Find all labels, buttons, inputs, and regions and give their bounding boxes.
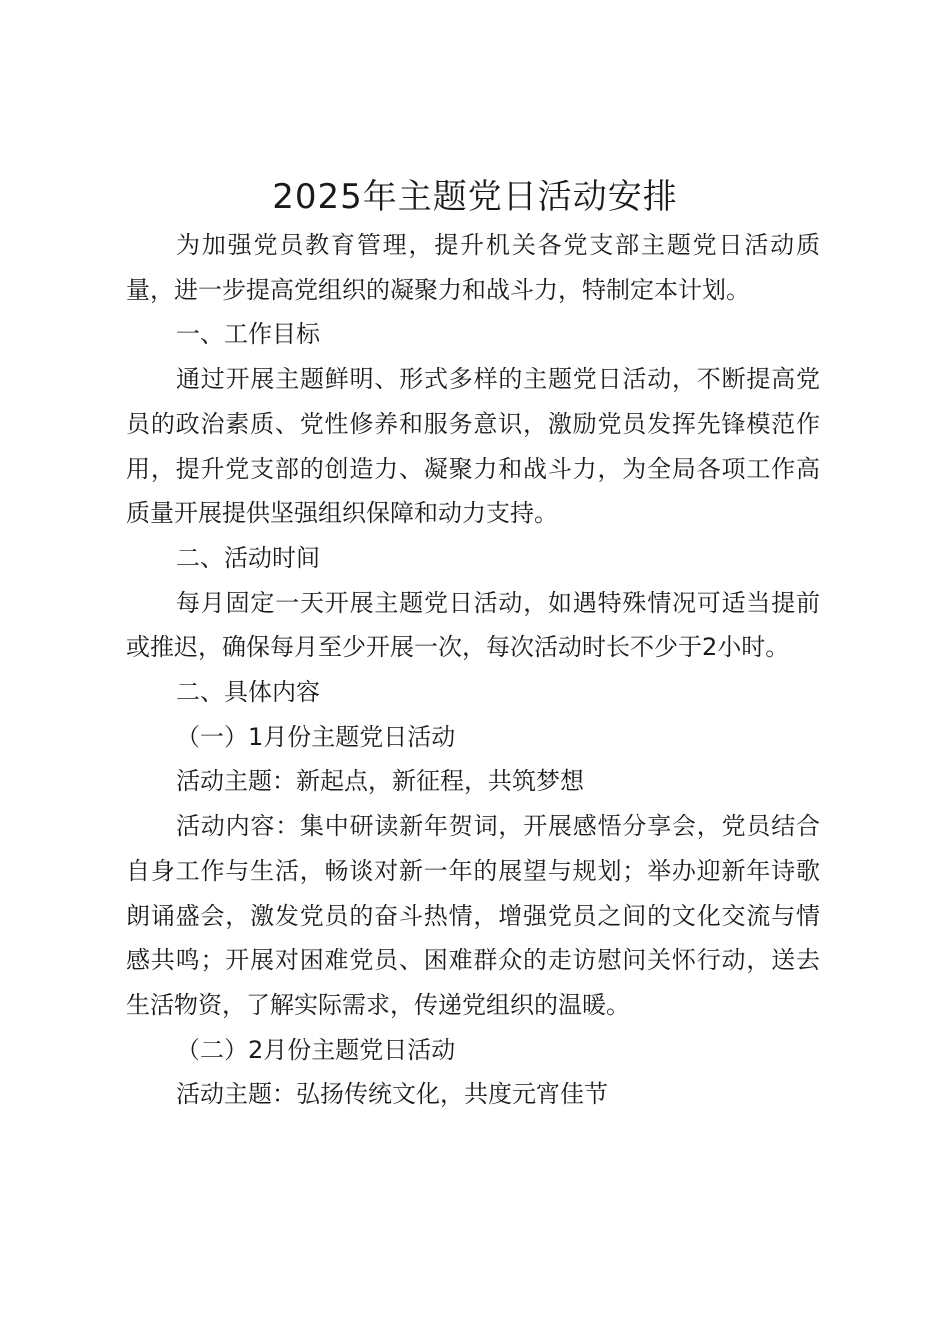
goals-paragraph: 通过开展主题鲜明、形式多样的主题党日活动，不断提高党员的政治素质、党性修养和服务意识，激励党员发挥先锋模范作用，提升党支部的创造力、凝聚力和战斗力，为全局各项工作高质量开展提供坚强组织保障和动力支持。 [126, 365, 820, 528]
time-paragraph: 每月固定一天开展主题党日活动，如遇特殊情况可适当提前或推迟，确保每月至少开展一次，每次活动时长不少于2小时。 [126, 588, 820, 662]
section-heading-time: 二、活动时间 [176, 543, 320, 572]
document-title: 2025年主题党日活动安排 [272, 177, 678, 217]
subsection-heading-february: （二）2月份主题党日活动 [176, 1035, 456, 1064]
january-theme: 活动主题：新起点，新征程，共筑梦想 [176, 767, 584, 796]
intro-paragraph: 为加强党员教育管理，提升机关各党支部主题党日活动质量，进一步提高党组织的凝聚力和战斗力，特制定本计划。 [126, 231, 820, 304]
january-content: 活动内容：集中研读新年贺词，开展感悟分享会，党员结合自身工作与生活，畅谈对新一年的展望与规划；举办迎新年诗歌朗诵盛会，激发党员的奋斗热情，增强党员之间的文化交流与情感共鸣；开展对困难党员、困难群众的走访慰问关怀行动，送去生活物资，了解实际需求，传递党组织的温暖。 [126, 812, 820, 1019]
document-body [126, 223, 820, 1117]
february-theme: 活动主题：弘扬传统文化，共度元宵佳节 [176, 1080, 608, 1109]
subsection-heading-january: （一）1月份主题党日活动 [176, 722, 456, 751]
section-heading-goals: 一、工作目标 [176, 320, 320, 349]
section-heading-content: 二、具体内容 [176, 678, 320, 707]
